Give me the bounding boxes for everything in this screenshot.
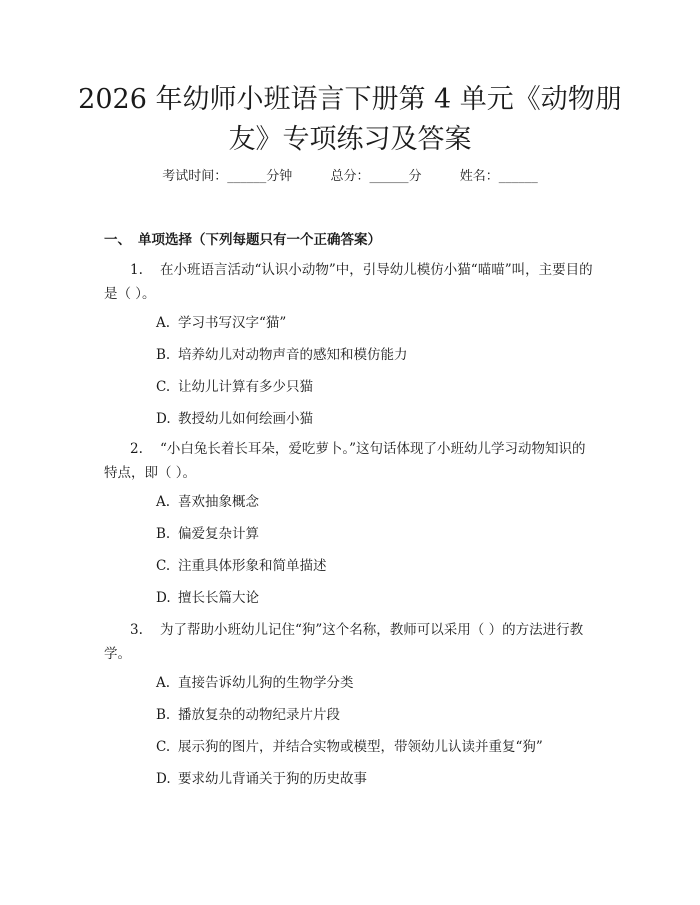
option-letter: C. <box>156 739 171 755</box>
question-2-stem <box>104 437 598 485</box>
question-number: 2. <box>130 441 143 457</box>
option-text: 直接告诉幼儿狗的生物学分类 <box>178 675 354 691</box>
question-text: 在小班语言活动“认识小动物”中，引导幼儿模仿小猫“喵喵”叫，主要目的是（ ）。 <box>104 262 593 302</box>
option-text: 擅长长篇大论 <box>178 590 259 606</box>
question-2-option-b <box>156 524 259 544</box>
question-3-option-c <box>156 737 543 757</box>
option-letter: B. <box>156 526 171 542</box>
option-letter: B. <box>156 707 171 723</box>
option-text: 教授幼儿如何绘画小猫 <box>178 411 313 427</box>
question-1-option-d <box>156 409 313 429</box>
question-3-option-b <box>156 705 340 725</box>
option-letter: A. <box>156 675 171 691</box>
page-title-line-2: 友》专项练习及答案 <box>228 124 472 155</box>
option-letter: B. <box>156 347 171 363</box>
option-letter: D. <box>156 771 171 787</box>
question-3-option-d <box>156 769 367 789</box>
question-1-option-c <box>156 377 313 397</box>
option-letter: A. <box>156 315 171 331</box>
question-2-option-d <box>156 588 259 608</box>
question-3-option-a <box>156 673 354 693</box>
option-text: 学习书写汉字“猫” <box>178 315 287 331</box>
option-text: 注重具体形象和简单描述 <box>178 558 327 574</box>
question-1-option-a <box>156 313 286 333</box>
section-number: 一、 <box>104 232 131 248</box>
exam-time-field: 考试时间：______分钟 <box>162 169 293 184</box>
option-letter: A. <box>156 494 171 510</box>
option-letter: C. <box>156 558 171 574</box>
question-1-stem <box>104 258 598 306</box>
option-text: 培养幼儿对动物声音的感知和模仿能力 <box>178 347 408 363</box>
option-letter: D. <box>156 411 171 427</box>
option-letter: C. <box>156 379 171 395</box>
question-1-option-b <box>156 345 408 365</box>
option-text: 播放复杂的动物纪录片片段 <box>178 707 340 723</box>
question-2-option-a <box>156 492 259 512</box>
question-text: “小白兔长着长耳朵，爱吃萝卜。”这句话体现了小班幼儿学习动物知识的特点，即（ ）。 <box>104 441 586 481</box>
question-3-stem <box>104 618 598 666</box>
question-text: 为了帮助小班幼儿记住“狗”这个名称，教师可以采用（ ）的方法进行教学。 <box>104 622 584 662</box>
option-text: 要求幼儿背诵关于狗的历史故事 <box>178 771 367 787</box>
option-text: 展示狗的图片，并结合实物或模型，带领幼儿认读并重复“狗” <box>178 739 543 755</box>
question-number: 1. <box>130 262 143 278</box>
total-score-field: 总分：______分 <box>330 169 422 184</box>
question-2-option-c <box>156 556 327 576</box>
section-heading <box>104 230 381 250</box>
option-letter: D. <box>156 590 171 606</box>
question-number: 3. <box>130 622 143 638</box>
exam-info-line <box>0 167 700 187</box>
option-text: 偏爱复杂计算 <box>178 526 259 542</box>
option-text: 让幼儿计算有多少只猫 <box>178 379 313 395</box>
page-title-line-1: 2026 年幼师小班语言下册第 4 单元《动物朋 <box>78 84 622 115</box>
section-title: 单项选择（下列每题只有一个正确答案） <box>138 232 381 248</box>
option-text: 喜欢抽象概念 <box>178 494 259 510</box>
student-name-field: 姓名：______ <box>459 169 538 184</box>
